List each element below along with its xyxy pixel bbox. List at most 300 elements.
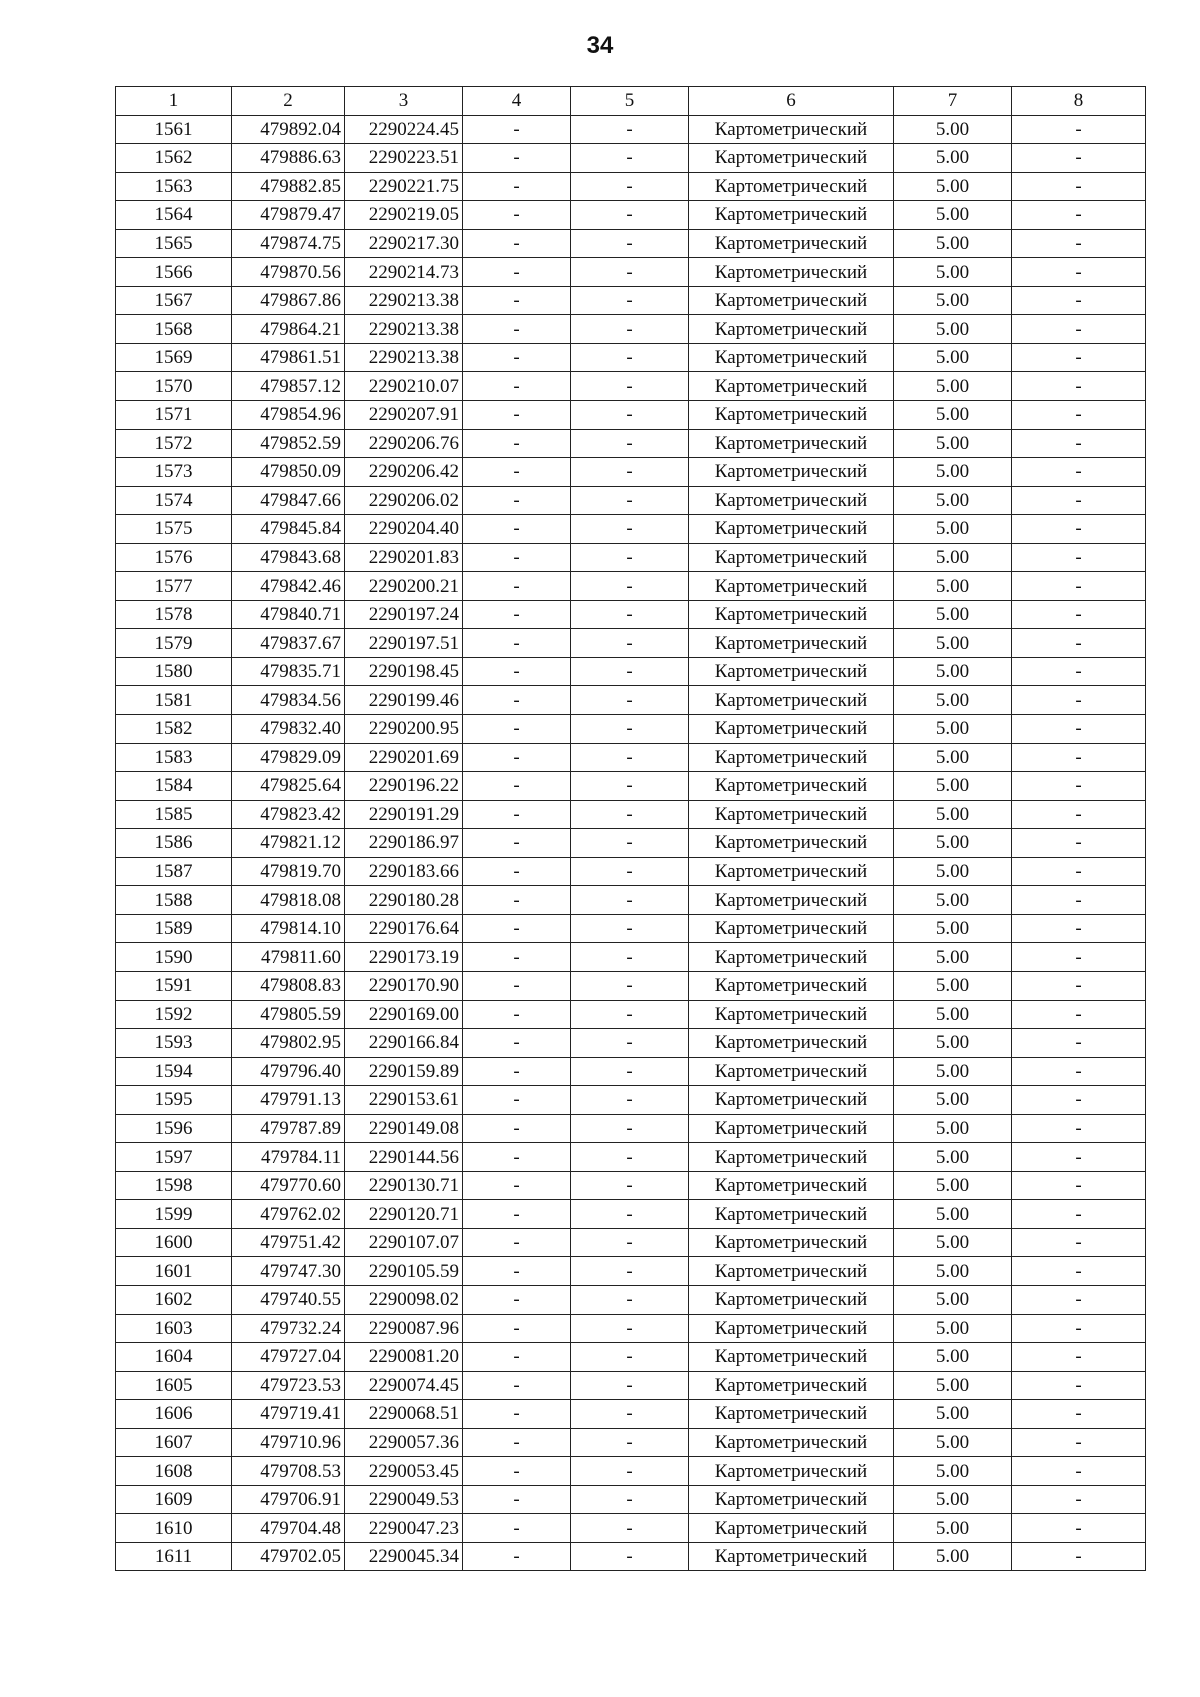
cell-col4-value: -	[463, 1171, 571, 1200]
cell-method: Картометрический	[689, 1343, 894, 1372]
cell-x-coordinate: 479854.96	[232, 401, 345, 430]
table-row	[116, 715, 1146, 744]
cell-col8-value: -	[1012, 429, 1146, 458]
cell-point-number: 1576	[116, 543, 232, 572]
cell-point-number: 1577	[116, 572, 232, 601]
table-row	[116, 1200, 1146, 1229]
cell-method: Картометрический	[689, 1542, 894, 1571]
cell-x-coordinate: 479784.11	[232, 1143, 345, 1172]
cell-col5-value: -	[571, 886, 689, 915]
cell-point-number: 1563	[116, 172, 232, 201]
cell-col5-value: -	[571, 1228, 689, 1257]
cell-method: Картометрический	[689, 229, 894, 258]
cell-col8-value: -	[1012, 543, 1146, 572]
cell-col5-value: -	[571, 1029, 689, 1058]
cell-col8-value: -	[1012, 686, 1146, 715]
cell-col4-value: -	[463, 629, 571, 658]
cell-method: Картометрический	[689, 1086, 894, 1115]
cell-method: Картометрический	[689, 429, 894, 458]
cell-x-coordinate: 479732.24	[232, 1314, 345, 1343]
cell-accuracy: 5.00	[894, 1371, 1012, 1400]
cell-method: Картометрический	[689, 115, 894, 144]
cell-col8-value: -	[1012, 458, 1146, 487]
cell-y-coordinate: 2290224.45	[345, 115, 463, 144]
table-header	[116, 87, 1146, 116]
cell-point-number: 1609	[116, 1485, 232, 1514]
cell-col4-value: -	[463, 1343, 571, 1372]
cell-col4-value: -	[463, 1371, 571, 1400]
cell-col4-value: -	[463, 315, 571, 344]
cell-col5-value: -	[571, 1000, 689, 1029]
cell-point-number: 1589	[116, 914, 232, 943]
cell-col8-value: -	[1012, 1228, 1146, 1257]
cell-col4-value: -	[463, 543, 571, 572]
cell-point-number: 1590	[116, 943, 232, 972]
cell-col4-value: -	[463, 943, 571, 972]
cell-accuracy: 5.00	[894, 629, 1012, 658]
table-row	[116, 1086, 1146, 1115]
cell-point-number: 1597	[116, 1143, 232, 1172]
table-row	[116, 600, 1146, 629]
cell-accuracy: 5.00	[894, 1000, 1012, 1029]
cell-method: Картометрический	[689, 743, 894, 772]
cell-method: Картометрический	[689, 401, 894, 430]
cell-col5-value: -	[571, 1285, 689, 1314]
cell-method: Картометрический	[689, 829, 894, 858]
cell-x-coordinate: 479811.60	[232, 943, 345, 972]
cell-col8-value: -	[1012, 657, 1146, 686]
cell-y-coordinate: 2290087.96	[345, 1314, 463, 1343]
cell-point-number: 1587	[116, 857, 232, 886]
cell-method: Картометрический	[689, 629, 894, 658]
cell-accuracy: 5.00	[894, 258, 1012, 287]
cell-col4-value: -	[463, 1428, 571, 1457]
table-row	[116, 829, 1146, 858]
cell-x-coordinate: 479870.56	[232, 258, 345, 287]
cell-y-coordinate: 2290204.40	[345, 515, 463, 544]
cell-point-number: 1603	[116, 1314, 232, 1343]
cell-y-coordinate: 2290206.02	[345, 486, 463, 515]
cell-col8-value: -	[1012, 1428, 1146, 1457]
cell-col5-value: -	[571, 1457, 689, 1486]
cell-method: Картометрический	[689, 372, 894, 401]
cell-method: Картометрический	[689, 201, 894, 230]
cell-accuracy: 5.00	[894, 1143, 1012, 1172]
cell-y-coordinate: 2290213.38	[345, 343, 463, 372]
cell-col5-value: -	[571, 1428, 689, 1457]
cell-method: Картометрический	[689, 1314, 894, 1343]
cell-col4-value: -	[463, 1485, 571, 1514]
cell-col8-value: -	[1012, 172, 1146, 201]
cell-method: Картометрический	[689, 258, 894, 287]
table-row	[116, 743, 1146, 772]
cell-x-coordinate: 479823.42	[232, 800, 345, 829]
cell-y-coordinate: 2290196.22	[345, 772, 463, 801]
table-row	[116, 686, 1146, 715]
cell-point-number: 1571	[116, 401, 232, 430]
cell-col8-value: -	[1012, 372, 1146, 401]
cell-col4-value: -	[463, 1542, 571, 1571]
cell-point-number: 1579	[116, 629, 232, 658]
cell-col8-value: -	[1012, 1086, 1146, 1115]
cell-y-coordinate: 2290219.05	[345, 201, 463, 230]
cell-y-coordinate: 2290180.28	[345, 886, 463, 915]
cell-y-coordinate: 2290153.61	[345, 1086, 463, 1115]
cell-x-coordinate: 479886.63	[232, 144, 345, 173]
cell-col5-value: -	[571, 943, 689, 972]
cell-col4-value: -	[463, 515, 571, 544]
cell-col5-value: -	[571, 1485, 689, 1514]
cell-accuracy: 5.00	[894, 1200, 1012, 1229]
cell-accuracy: 5.00	[894, 800, 1012, 829]
cell-x-coordinate: 479874.75	[232, 229, 345, 258]
cell-method: Картометрический	[689, 971, 894, 1000]
cell-col8-value: -	[1012, 1114, 1146, 1143]
cell-x-coordinate: 479842.46	[232, 572, 345, 601]
cell-col5-value: -	[571, 857, 689, 886]
cell-col8-value: -	[1012, 1029, 1146, 1058]
table-row	[116, 914, 1146, 943]
cell-x-coordinate: 479808.83	[232, 971, 345, 1000]
cell-col8-value: -	[1012, 914, 1146, 943]
cell-point-number: 1593	[116, 1029, 232, 1058]
cell-y-coordinate: 2290217.30	[345, 229, 463, 258]
cell-y-coordinate: 2290199.46	[345, 686, 463, 715]
cell-method: Картометрический	[689, 800, 894, 829]
cell-method: Картометрический	[689, 315, 894, 344]
cell-accuracy: 5.00	[894, 1343, 1012, 1372]
cell-col5-value: -	[571, 486, 689, 515]
column-header-7: 7	[894, 87, 1012, 116]
cell-method: Картометрический	[689, 1371, 894, 1400]
cell-col5-value: -	[571, 600, 689, 629]
cell-col4-value: -	[463, 1000, 571, 1029]
cell-col8-value: -	[1012, 572, 1146, 601]
cell-x-coordinate: 479719.41	[232, 1400, 345, 1429]
column-header-3: 3	[345, 87, 463, 116]
cell-x-coordinate: 479857.12	[232, 372, 345, 401]
table-row	[116, 372, 1146, 401]
cell-accuracy: 5.00	[894, 686, 1012, 715]
cell-col8-value: -	[1012, 401, 1146, 430]
cell-accuracy: 5.00	[894, 1514, 1012, 1543]
cell-x-coordinate: 479879.47	[232, 201, 345, 230]
cell-col8-value: -	[1012, 772, 1146, 801]
table-row	[116, 1371, 1146, 1400]
cell-y-coordinate: 2290144.56	[345, 1143, 463, 1172]
cell-col4-value: -	[463, 458, 571, 487]
cell-y-coordinate: 2290214.73	[345, 258, 463, 287]
cell-col8-value: -	[1012, 286, 1146, 315]
cell-x-coordinate: 479867.86	[232, 286, 345, 315]
cell-col4-value: -	[463, 857, 571, 886]
cell-col5-value: -	[571, 629, 689, 658]
cell-y-coordinate: 2290169.00	[345, 1000, 463, 1029]
cell-x-coordinate: 479864.21	[232, 315, 345, 344]
cell-point-number: 1591	[116, 971, 232, 1000]
cell-method: Картометрический	[689, 1057, 894, 1086]
coordinates-table	[115, 86, 1146, 1571]
cell-point-number: 1600	[116, 1228, 232, 1257]
cell-y-coordinate: 2290213.38	[345, 286, 463, 315]
cell-y-coordinate: 2290149.08	[345, 1114, 463, 1143]
cell-col4-value: -	[463, 914, 571, 943]
cell-col5-value: -	[571, 743, 689, 772]
cell-accuracy: 5.00	[894, 201, 1012, 230]
cell-y-coordinate: 2290098.02	[345, 1285, 463, 1314]
cell-accuracy: 5.00	[894, 1228, 1012, 1257]
cell-point-number: 1601	[116, 1257, 232, 1286]
table-row	[116, 1400, 1146, 1429]
cell-col8-value: -	[1012, 1171, 1146, 1200]
cell-y-coordinate: 2290183.66	[345, 857, 463, 886]
cell-x-coordinate: 479770.60	[232, 1171, 345, 1200]
table-row	[116, 258, 1146, 287]
cell-col5-value: -	[571, 172, 689, 201]
cell-point-number: 1611	[116, 1542, 232, 1571]
cell-x-coordinate: 479825.64	[232, 772, 345, 801]
cell-col4-value: -	[463, 1457, 571, 1486]
table-row	[116, 515, 1146, 544]
cell-point-number: 1575	[116, 515, 232, 544]
table-row	[116, 971, 1146, 1000]
table-row	[116, 201, 1146, 230]
table-row	[116, 1000, 1146, 1029]
table-row	[116, 543, 1146, 572]
table-row	[116, 1485, 1146, 1514]
cell-accuracy: 5.00	[894, 486, 1012, 515]
cell-x-coordinate: 479702.05	[232, 1542, 345, 1571]
table-row	[116, 144, 1146, 173]
cell-point-number: 1605	[116, 1371, 232, 1400]
cell-accuracy: 5.00	[894, 914, 1012, 943]
cell-method: Картометрический	[689, 1143, 894, 1172]
cell-point-number: 1564	[116, 201, 232, 230]
table-row	[116, 1057, 1146, 1086]
cell-y-coordinate: 2290221.75	[345, 172, 463, 201]
table-row	[116, 286, 1146, 315]
cell-col4-value: -	[463, 657, 571, 686]
cell-method: Картометрический	[689, 1200, 894, 1229]
table-row	[116, 486, 1146, 515]
column-header-4: 4	[463, 87, 571, 116]
cell-col5-value: -	[571, 572, 689, 601]
cell-col8-value: -	[1012, 144, 1146, 173]
cell-col4-value: -	[463, 1514, 571, 1543]
table-row	[116, 629, 1146, 658]
table-row	[116, 1029, 1146, 1058]
cell-y-coordinate: 2290170.90	[345, 971, 463, 1000]
cell-method: Картометрический	[689, 1171, 894, 1200]
cell-method: Картометрический	[689, 543, 894, 572]
cell-col5-value: -	[571, 971, 689, 1000]
cell-x-coordinate: 479747.30	[232, 1257, 345, 1286]
cell-col4-value: -	[463, 343, 571, 372]
cell-y-coordinate: 2290053.45	[345, 1457, 463, 1486]
cell-col4-value: -	[463, 800, 571, 829]
cell-accuracy: 5.00	[894, 458, 1012, 487]
cell-col5-value: -	[571, 1343, 689, 1372]
cell-col4-value: -	[463, 286, 571, 315]
table-row	[116, 458, 1146, 487]
cell-x-coordinate: 479706.91	[232, 1485, 345, 1514]
cell-method: Картометрический	[689, 914, 894, 943]
column-header-8: 8	[1012, 87, 1146, 116]
cell-col4-value: -	[463, 429, 571, 458]
cell-accuracy: 5.00	[894, 315, 1012, 344]
cell-point-number: 1586	[116, 829, 232, 858]
cell-method: Картометрический	[689, 715, 894, 744]
cell-x-coordinate: 479819.70	[232, 857, 345, 886]
cell-point-number: 1568	[116, 315, 232, 344]
cell-col5-value: -	[571, 343, 689, 372]
cell-col8-value: -	[1012, 115, 1146, 144]
cell-x-coordinate: 479818.08	[232, 886, 345, 915]
cell-x-coordinate: 479787.89	[232, 1114, 345, 1143]
cell-col5-value: -	[571, 115, 689, 144]
cell-method: Картометрический	[689, 657, 894, 686]
cell-x-coordinate: 479843.68	[232, 543, 345, 572]
cell-col8-value: -	[1012, 1457, 1146, 1486]
cell-col8-value: -	[1012, 600, 1146, 629]
cell-col4-value: -	[463, 686, 571, 715]
table-row	[116, 1542, 1146, 1571]
cell-x-coordinate: 479723.53	[232, 1371, 345, 1400]
cell-accuracy: 5.00	[894, 343, 1012, 372]
cell-accuracy: 5.00	[894, 429, 1012, 458]
cell-point-number: 1594	[116, 1057, 232, 1086]
cell-col4-value: -	[463, 600, 571, 629]
cell-point-number: 1608	[116, 1457, 232, 1486]
cell-y-coordinate: 2290166.84	[345, 1029, 463, 1058]
cell-point-number: 1567	[116, 286, 232, 315]
cell-method: Картометрический	[689, 286, 894, 315]
column-header-1: 1	[116, 87, 232, 116]
cell-col4-value: -	[463, 372, 571, 401]
cell-col5-value: -	[571, 1371, 689, 1400]
cell-col5-value: -	[571, 1514, 689, 1543]
cell-col8-value: -	[1012, 743, 1146, 772]
cell-col8-value: -	[1012, 515, 1146, 544]
cell-col4-value: -	[463, 201, 571, 230]
cell-x-coordinate: 479814.10	[232, 914, 345, 943]
cell-col5-value: -	[571, 429, 689, 458]
cell-col4-value: -	[463, 486, 571, 515]
cell-col5-value: -	[571, 1400, 689, 1429]
cell-point-number: 1604	[116, 1343, 232, 1372]
cell-point-number: 1585	[116, 800, 232, 829]
cell-point-number: 1565	[116, 229, 232, 258]
cell-point-number: 1570	[116, 372, 232, 401]
cell-col4-value: -	[463, 772, 571, 801]
cell-col8-value: -	[1012, 1514, 1146, 1543]
cell-col4-value: -	[463, 829, 571, 858]
cell-method: Картометрический	[689, 1000, 894, 1029]
cell-accuracy: 5.00	[894, 971, 1012, 1000]
cell-x-coordinate: 479805.59	[232, 1000, 345, 1029]
table-row	[116, 229, 1146, 258]
table-row	[116, 343, 1146, 372]
cell-method: Картометрический	[689, 1029, 894, 1058]
cell-accuracy: 5.00	[894, 943, 1012, 972]
cell-accuracy: 5.00	[894, 401, 1012, 430]
cell-point-number: 1573	[116, 458, 232, 487]
table-row	[116, 772, 1146, 801]
cell-method: Картометрический	[689, 572, 894, 601]
cell-col4-value: -	[463, 715, 571, 744]
cell-col5-value: -	[571, 1171, 689, 1200]
cell-x-coordinate: 479850.09	[232, 458, 345, 487]
cell-point-number: 1574	[116, 486, 232, 515]
cell-method: Картометрический	[689, 486, 894, 515]
cell-accuracy: 5.00	[894, 1029, 1012, 1058]
cell-col5-value: -	[571, 1086, 689, 1115]
cell-method: Картометрический	[689, 515, 894, 544]
cell-col8-value: -	[1012, 1000, 1146, 1029]
cell-y-coordinate: 2290176.64	[345, 914, 463, 943]
cell-col5-value: -	[571, 914, 689, 943]
cell-accuracy: 5.00	[894, 1457, 1012, 1486]
cell-x-coordinate: 479834.56	[232, 686, 345, 715]
cell-col5-value: -	[571, 1143, 689, 1172]
cell-accuracy: 5.00	[894, 743, 1012, 772]
cell-point-number: 1580	[116, 657, 232, 686]
cell-col8-value: -	[1012, 315, 1146, 344]
cell-point-number: 1588	[116, 886, 232, 915]
table-row	[116, 857, 1146, 886]
cell-point-number: 1562	[116, 144, 232, 173]
cell-col5-value: -	[571, 258, 689, 287]
table-body	[116, 115, 1146, 1571]
cell-col4-value: -	[463, 144, 571, 173]
cell-y-coordinate: 2290081.20	[345, 1343, 463, 1372]
cell-col5-value: -	[571, 201, 689, 230]
cell-y-coordinate: 2290201.83	[345, 543, 463, 572]
cell-x-coordinate: 479704.48	[232, 1514, 345, 1543]
table-row	[116, 315, 1146, 344]
cell-col5-value: -	[571, 543, 689, 572]
cell-col5-value: -	[571, 800, 689, 829]
cell-method: Картометрический	[689, 1457, 894, 1486]
cell-x-coordinate: 479762.02	[232, 1200, 345, 1229]
cell-col4-value: -	[463, 1114, 571, 1143]
cell-point-number: 1596	[116, 1114, 232, 1143]
cell-accuracy: 5.00	[894, 1400, 1012, 1429]
cell-method: Картометрический	[689, 772, 894, 801]
cell-col5-value: -	[571, 715, 689, 744]
table-row	[116, 429, 1146, 458]
cell-point-number: 1581	[116, 686, 232, 715]
cell-accuracy: 5.00	[894, 829, 1012, 858]
cell-method: Картометрический	[689, 1514, 894, 1543]
cell-method: Картометрический	[689, 1228, 894, 1257]
cell-point-number: 1582	[116, 715, 232, 744]
cell-y-coordinate: 2290210.07	[345, 372, 463, 401]
cell-col8-value: -	[1012, 1371, 1146, 1400]
cell-accuracy: 5.00	[894, 115, 1012, 144]
cell-y-coordinate: 2290057.36	[345, 1428, 463, 1457]
cell-method: Картометрический	[689, 1257, 894, 1286]
cell-col8-value: -	[1012, 1143, 1146, 1172]
table-row	[116, 115, 1146, 144]
cell-x-coordinate: 479892.04	[232, 115, 345, 144]
table-row	[116, 1343, 1146, 1372]
cell-x-coordinate: 479847.66	[232, 486, 345, 515]
cell-col8-value: -	[1012, 829, 1146, 858]
cell-col4-value: -	[463, 886, 571, 915]
cell-method: Картометрический	[689, 943, 894, 972]
cell-accuracy: 5.00	[894, 715, 1012, 744]
